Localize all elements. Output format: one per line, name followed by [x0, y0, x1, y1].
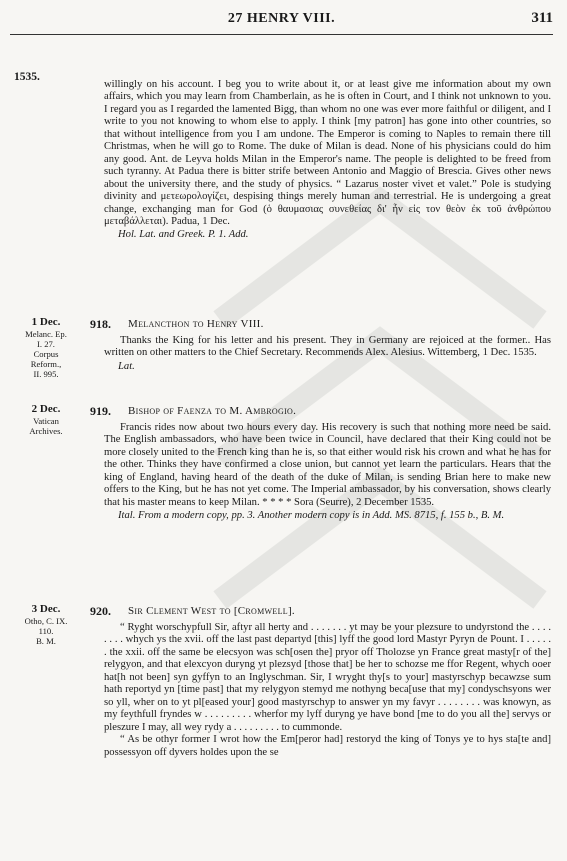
entry-917-source: Hol. Lat. and Greek. P. 1. Add. [118, 229, 249, 241]
margin-ref: B. M. [36, 636, 56, 646]
running-header [10, 6, 553, 35]
entry-919-date: 2 Dec. [31, 403, 61, 415]
margin-ref: Archives. [29, 426, 63, 436]
entry-920-number: 920. [90, 604, 111, 618]
margin-ref: I. 27. [37, 339, 55, 349]
entry-919-source: Ital. From a modern copy, pp. 3. Another modern copy is in Add. MS. 8715, f. 155 b., B. M. [118, 510, 505, 522]
entry-919-text: Francis rides now about two hours every day. His recovery is such that nothing more need be said. The English ambassadors, who have been twice in Council, have declared that their King could not be more closely united to the French king than he is, so that either would risk his crown and what he has for the other. Thinks they have confirmed a close union, but cannot yet learn the particulars. Hears that the king of England, having heard of the death of the duke of Milan, is sending Brian here to make new offers to the King, but he has not yet come. The Imperial ambassador, by his conversation, shows clearly that his master means to keep Milan. * * * * Sora (Seurre), 2 December 1535. [104, 422, 551, 508]
entry-918-heading: Melancthon to Henry VIII. [128, 318, 264, 330]
entry-918-number: 918. [90, 317, 111, 331]
running-title: 27 HENRY VIII. [227, 11, 336, 26]
margin-ref: Reform., [30, 359, 62, 369]
entry-919-margin [12, 404, 80, 436]
page-number: 311 [531, 10, 553, 26]
entry-917-continuation [104, 79, 551, 242]
margin-ref: Vatican [33, 416, 59, 426]
entry-919-body [104, 422, 551, 523]
entry-917-text: willingly on his account. I beg you to write about it, or at least give me information about my own affairs, which you may learn from Chamberlain, as he is often in Court, and I think not unknown to you. I regard you as I regarded the lamented Bigg, than whom no one was ever more faithful or diligent, and I write to you not knowing to whom else to apply. I think [my patron] has gone into other countries, so that without intelligence from you I am undone. The Emperor is coming to Naples to remain there till Christmas, when he will go to Rome. The duke of Milan is dead. None of his physicians could do him any good. Ant. de Leyva holds Milan in the Emperor's name. The people is delighted to be freed from such tyranny. At Padua there is bitter strife between Antonio and Maggio of Brescia. Gives other news about the university there, and the study of physics. “ Lazarus noster vivet et valet.” Pole is studying divinity and μετεωρολογίζει, despising things merely human and terrestrial. He is undergoing a great change, exchanging man for God (ὁ θαυμασιας συνεθείας δι' ἧν εἰς τον θεὸν ἐκ τοῦ ἀνθρώπου μεταβάλλεται). Padua, 1 Dec. [104, 79, 551, 227]
entry-918-date: 1 Dec. [31, 316, 61, 328]
entry-920-heading: Sir Clement West to [Cromwell]. [128, 605, 295, 617]
margin-ref: Corpus [33, 349, 59, 359]
margin-year: 1535. [14, 71, 40, 83]
entry-920-date: 3 Dec. [31, 603, 61, 615]
entry-918-text: Thanks the King for his letter and his present. They in Germany are rejoiced at the former.. Has written on other matters to the Chief Secretary. Recommends Alex. Alesius. Wittemberg, 1 Dec. 1535. [104, 335, 551, 359]
entry-919-number: 919. [90, 404, 111, 418]
margin-ref: Otho, C. IX. [24, 616, 68, 626]
entry-920-paragraph: “ As be othyr former I wrot how the Em[peror had] restoryd the king of Tonys ye to hys sta[te and] possessyon off dyvers holdes upon the se [104, 734, 551, 758]
entry-920-margin [12, 604, 80, 646]
margin-ref: Melanc. Ep. [25, 329, 67, 339]
entry-920-paragraph: “ Ryght worschypfull Sir, aftyr all herty and . . . . . . . yt may be your plezsure to undyrstond the . . . . . . . . whych ys the xvii. off the last past departyd [this] lyff the good lord Mastyr Pyryn de Pount. I . . . . . . the xxii. off the same be elecsyon was sch[osen the] pryor off Tholozse yn France great masty[r of the] relygyon, and that elexcyon duryng yt plezsyd [those that] be her to schozse me ffor Regent, whych ooer hat[h not been] syn gyffyn to an Inglyschman. Sir, I wryght thy[s to your] mastyrschyp becawzse sum hath reportyd yn [time past] that my relygyon stemyd me nothyng beca[use that my] condyschsyons wer so yll, wher on to yt pl[eased your] good mastyrschyp to answer yn my favyr . . . . . . . . was knowyn, as my feythfull fryndes w . . . . . . . . . wherfor my lyff duryng ye have bond [me to do you all the] servys or pleszure I may, all wey rydy a . . . . . . . . . to cummonde. [104, 622, 551, 733]
entry-919-heading: Bishop of Faenza to M. Ambrogio. [128, 405, 297, 417]
entry-920-body [104, 622, 551, 759]
entry-918-body [104, 335, 551, 373]
entry-918-source: Lat. [118, 360, 135, 372]
margin-ref: II. 995. [33, 369, 59, 379]
entry-918-margin [12, 317, 80, 379]
margin-ref: 110. [38, 626, 54, 636]
